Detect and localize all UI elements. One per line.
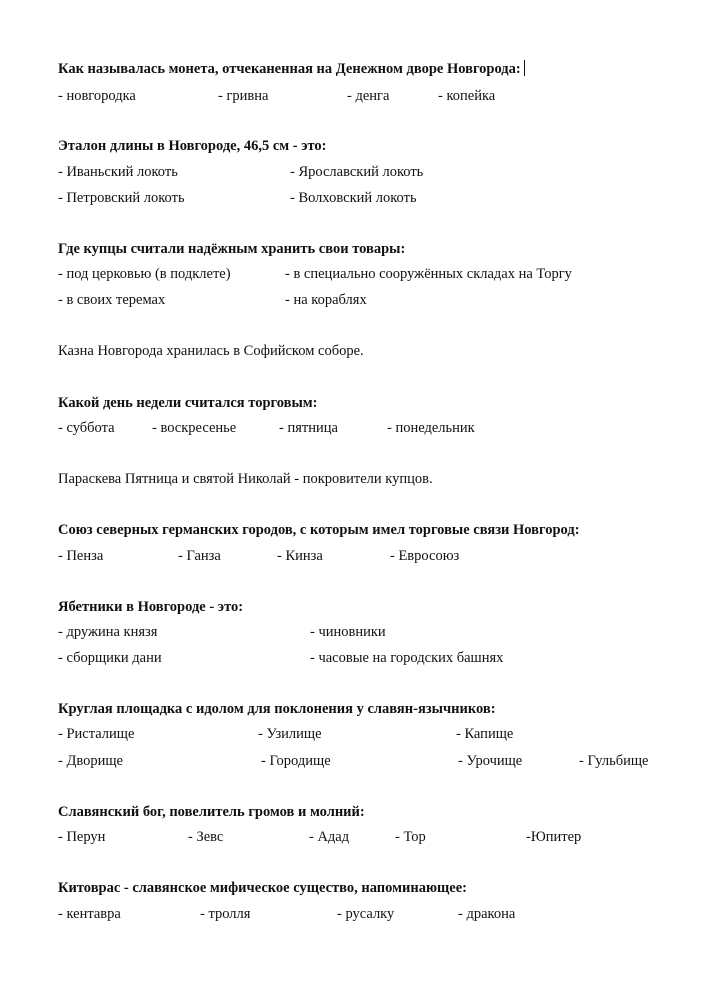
question-5-title: Союз северных германских городов, с которым имел торговые связи Новгород:	[58, 522, 580, 538]
q4-option-2: - воскресенье	[152, 420, 237, 436]
q6-option-2: - чиновники	[310, 624, 386, 640]
q7-option-7: - Гульбище	[579, 753, 649, 769]
q2-option-3: - Петровский локоть	[58, 190, 185, 206]
q1-option-1: - новгородка	[58, 88, 136, 104]
question-6-title: Ябетники в Новгороде - это:	[58, 599, 244, 615]
q9-option-2: - тролля	[200, 906, 251, 922]
q7-option-1: - Ристалище	[58, 726, 135, 742]
q8-option-5: -Юпитер	[526, 829, 582, 845]
q8-option-2: - Зевс	[188, 829, 224, 845]
q7-option-3: - Капище	[456, 726, 514, 742]
q4-option-4: - понедельник	[387, 420, 475, 436]
statement-1: Казна Новгорода хранилась в Софийском соборе.	[58, 343, 364, 359]
q5-option-2: - Ганза	[178, 548, 221, 564]
q1-option-3: - денга	[347, 88, 390, 104]
question-8-title: Славянский бог, повелитель громов и молний:	[58, 804, 365, 820]
q4-option-1: - суббота	[58, 420, 115, 436]
q6-option-4: - часовые на городских башнях	[310, 650, 504, 666]
q2-option-4: - Волховский локоть	[290, 190, 417, 206]
q9-option-3: - русалку	[337, 906, 395, 922]
q3-option-3: - в своих теремах	[58, 292, 166, 308]
q7-option-5: - Городище	[261, 753, 331, 769]
q7-option-4: - Дворище	[58, 753, 123, 769]
question-4-title: Какой день недели считался торговым:	[58, 395, 318, 411]
question-7-title: Круглая площадка с идолом для поклонения у славян-язычников:	[58, 701, 496, 717]
q5-option-4: - Евросоюз	[390, 548, 460, 564]
q7-option-6: - Урочище	[458, 753, 523, 769]
q9-option-1: - кентавра	[58, 906, 121, 922]
q8-option-3: - Адад	[309, 829, 350, 845]
question-1-title: Как называлась монета, отчеканенная на Денежном дворе Новгорода:	[58, 60, 525, 78]
q2-option-1: - Иваньский локоть	[58, 164, 178, 180]
q8-option-4: - Тор	[395, 829, 426, 845]
q4-option-3: - пятница	[279, 420, 338, 436]
q8-option-1: - Перун	[58, 829, 106, 845]
question-2-title: Эталон длины в Новгороде, 46,5 см - это:	[58, 138, 327, 154]
text-cursor	[524, 60, 525, 76]
q6-option-1: - дружина князя	[58, 624, 158, 640]
q2-option-2: - Ярославский локоть	[290, 164, 424, 180]
q1-option-2: - гривна	[218, 88, 269, 104]
q3-option-4: - на кораблях	[285, 292, 367, 308]
q5-option-1: - Пенза	[58, 548, 104, 564]
question-9-title: Китоврас - славянское мифическое существо, напоминающее:	[58, 880, 467, 896]
q9-option-4: - дракона	[458, 906, 516, 922]
q3-option-2: - в специально сооружённых складах на Торгу	[285, 266, 572, 282]
q6-option-3: - сборщики дани	[58, 650, 162, 666]
q5-option-3: - Кинза	[277, 548, 323, 564]
statement-2: Параскева Пятница и святой Николай - покровители купцов.	[58, 471, 433, 487]
question-3-title: Где купцы считали надёжным хранить свои товары:	[58, 241, 406, 257]
q7-option-2: - Узилище	[258, 726, 322, 742]
q3-option-1: - под церковью (в подклете)	[58, 266, 231, 282]
q1-option-4: - копейка	[438, 88, 496, 104]
